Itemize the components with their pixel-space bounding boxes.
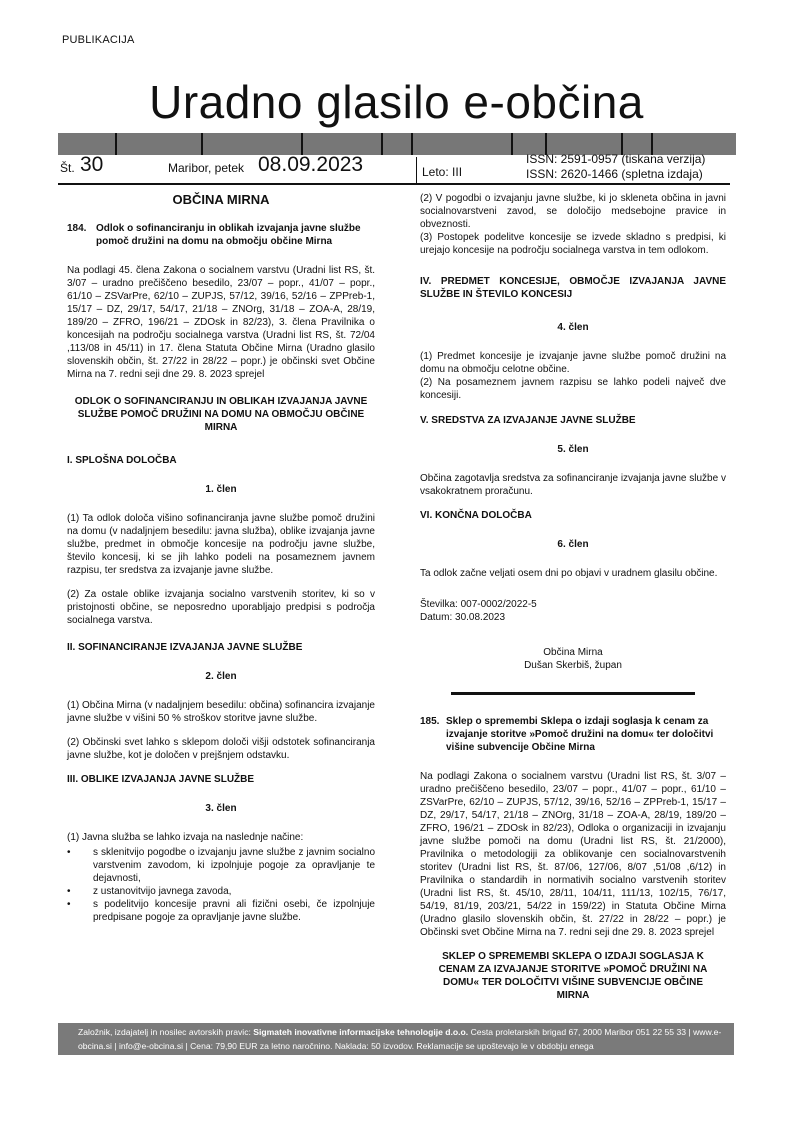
- signature-org: Občina Mirna: [543, 647, 603, 658]
- paragraph: (2) Občinski svet lahko s sklepom določi višji odstotek sofinanciranja javne službe, kot je določen v prejšnjem odstavku.: [67, 737, 375, 761]
- paragraph: Ta odlok začne veljati osem dni po objavi v uradnem glasilu občine.: [420, 568, 718, 579]
- paragraph: (1) Predmet koncesije je izvajanje javne službe pomoč družini na domu na območju celotne občine.: [420, 351, 726, 375]
- header-divider: [416, 157, 417, 185]
- issn-print: ISSN: 2591-0957 (tiskana verzija): [526, 152, 706, 166]
- footer-price-note: Cena: 79,90 EUR za letno naročnino. Naklada: 50 izvodov. Reklamacije se upoštevajo le v obdobju enega: [190, 1041, 594, 1051]
- issn-web: ISSN: 2620-1466 (spletna izdaja): [526, 167, 703, 181]
- section-heading: I. SPLOŠNA DOLOČBA: [67, 455, 177, 466]
- section-heading: II. SOFINANCIRANJE IZVAJANJA JAVNE SLUŽBE: [67, 642, 303, 653]
- issue-date: 08.09.2023: [258, 153, 364, 176]
- paragraph: Občina zagotavlja sredstva za sofinanciranje izvajanja javne službe v vsakokratnem proračunu.: [420, 473, 726, 497]
- issue-number: 30: [80, 153, 104, 176]
- act-184-title: [67, 222, 375, 248]
- act-number: 184.: [67, 223, 87, 234]
- footer-address: Cesta proletarskih brigad 67, 2000 Maribor 051 22 55 33: [470, 1027, 687, 1037]
- section-heading: IV. PREDMET KONCESIJE, OBMOČJE IZVAJANJA JAVNE SLUŽBE IN ŠTEVILO KONCESIJ: [420, 276, 726, 300]
- issue-place-day: Maribor, petek: [168, 161, 245, 175]
- article-heading: 2. člen: [205, 671, 237, 682]
- publication-label: PUBLIKACIJA: [62, 34, 135, 46]
- act-185-title: [420, 715, 726, 754]
- paragraph: (1) Občina Mirna (v nadaljnjem besedilu: občina) sofinancira izvajanje javne službe v višini 50 % stroškov storitve javne službe.: [67, 700, 375, 724]
- municipality-heading: OBČINA MIRNA: [172, 192, 270, 207]
- section-heading: VI. KONČNA DOLOČBA: [420, 510, 532, 521]
- rule-tick: [411, 133, 413, 155]
- list-item: • z ustanovitvijo javnega zavoda,: [67, 885, 375, 898]
- issue-prefix: Št.: [60, 161, 75, 175]
- paragraph: (2) Na posameznem javnem razpisu se lahko podeli največ dve koncesiji.: [420, 377, 726, 401]
- issue-year: Leto: III: [422, 165, 463, 179]
- footer-website-link[interactable]: www.e-obcina.si: [78, 1027, 722, 1051]
- header-underline: [58, 183, 730, 185]
- footer-email-link[interactable]: info@e-obcina.si: [118, 1041, 184, 1051]
- reference-date: Datum: 30.08.2023: [420, 612, 506, 623]
- article-heading: 6. člen: [557, 539, 589, 550]
- paragraph: (3) Postopek podelitve koncesije se izvede skladno s predpisi, ki urejajo koncesije na področju socialnega varstva in tem odlokom.: [420, 232, 726, 256]
- act-title-text: Sklep o spremembi Sklepa o izdaji soglasja k cenam za izvajanje storitve »Pomoč družini na domu« ter določitvi višine subvencije Občine Mirna: [446, 716, 714, 753]
- rule-tick: [511, 133, 513, 155]
- section-heading: V. SREDSTVA ZA IZVAJANJE JAVNE SLUŽBE: [420, 415, 636, 426]
- rule-tick: [301, 133, 303, 155]
- article-heading: 1. člen: [205, 484, 237, 495]
- act-title-text: Odlok o sofinanciranju in oblikah izvajanja javne službe pomoč družini na domu na območju občine Mirna: [96, 223, 361, 247]
- resolution-heading: SKLEP O SPREMEMBI SKLEPA O IZDAJI SOGLASJA K CENAM ZA IZVAJANJE STORITVE »POMOČ DRUŽINI NA DOMU« TER DOLOČITVI VIŠINE SUBVENCIJE OBČINE MIRNA: [438, 951, 708, 1001]
- article-heading: 3. člen: [205, 803, 237, 814]
- act-number: 185.: [420, 716, 440, 727]
- issue-info-row: [60, 152, 740, 185]
- article-heading: 5. člen: [557, 444, 589, 455]
- list-item: • s sklenitvijo pogodbe o izvajanju javne službe z javnim socialno varstvenim zavodom, ki izpolnjuje pogoje za opravljanje te dejavnosti,: [67, 846, 375, 885]
- footer-prefix: Založnik, izdajatelj in nosilec avtorskih pravic:: [78, 1027, 251, 1037]
- paragraph: (2) Za ostale oblike izvajanja socialno varstvenih storitev, ki so v pristojnosti občine, se neposredno uporabljajo predpisi s področja socialnega varstva.: [67, 589, 375, 626]
- paragraph: (1) Ta odlok določa višino sofinanciranja javne službe pomoč družini na domu (v nadaljnjem besedilu: javna služba), oblike izvajanja javne službe, predmet in območje koncesije na področju javne službe, število koncesij, ki se jih lahko podeli na posameznem javnem razpisu, ter sredstva za izvajanje javne službe.: [67, 513, 375, 576]
- section-heading: III. OBLIKE IZVAJANJA JAVNE SLUŽBE: [67, 774, 255, 785]
- article-heading: 4. člen: [557, 322, 589, 333]
- left-column: [67, 192, 375, 932]
- reference-number: Številka: 007-0002/2022-5: [420, 599, 537, 610]
- gazette-title: Uradno glasilo e-občina: [149, 76, 644, 128]
- act-preamble: Na podlagi 45. člena Zakona o socialnem varstvu (Uradni list RS, št. 3/07 – uradno prečiščeno besedilo, 23/07 – popr., 41/07 – popr., 61/10 – ZSVarPre, 62/10 – ZUPJS, 57/12, 39/16, 52/16 – ZPPreb-1, 15/17 – DZ, 29/17, 54/17, 21/18 – ZNOrg, 31/18 – ZOA-A, 28/19, 189/20 – ZFRO, 196/21 – ZDOsk in 82/23), 3. člena Pravilnika o koncesijah na področju socialnega varstva (Uradni list RS, št. 72/04 ,113/08 in 45/11) in 17. člena Statuta Občine Mirna (Uradno glasilo slovenskih občin, št. 27/22 in 28/22 – popr.) je občinski svet Občine Mirna na 7. redni seji dne 29. 8. 2023 sprejel: [67, 265, 375, 380]
- right-column: [420, 192, 726, 1002]
- rule-tick: [201, 133, 203, 155]
- list-item: • s podelitvijo koncesije pravni ali fizični osebi, če izpolnjuje predpisane pogoje za opravljanje javne službe.: [67, 898, 375, 924]
- paragraph: (1) Javna služba se lahko izvaja na naslednje načine:: [67, 832, 304, 843]
- section-separator: [451, 692, 695, 695]
- publisher-footer: Založnik, izdajatelj in nosilec avtorskih pravic: Sigmateh inovativne informacijske tehnologije d.o.o. Cesta proletarskih brigad 67, 2000 Maribor 051 22 55 33 | www.e-obcina.si | info@e-obcina.si | Cena: 79,90 EUR za letno naročnino. Naklada: 50 izvodov. Reklamacije se upoštevajo le v obdobju enega: [58, 1023, 734, 1055]
- signature-block: [420, 646, 726, 672]
- rule-tick: [115, 133, 117, 155]
- rule-tick: [381, 133, 383, 155]
- footer-company: Sigmateh inovativne informacijske tehnologije d.o.o.: [253, 1027, 469, 1037]
- bullet-list: [67, 846, 375, 924]
- decree-heading: ODLOK O SOFINANCIRANJU IN OBLIKAH IZVAJANJA JAVNE SLUŽBE POMOČ DRUŽINI NA DOMU NA OBMOČJU OBČINE MIRNA: [74, 396, 368, 433]
- paragraph: (2) V pogodbi o izvajanju javne službe, ki jo skleneta občina in javni socialnovarstveni zavod, se določijo medsebojne pravice in obveznosti.: [420, 193, 726, 230]
- act-preamble: Na podlagi Zakona o socialnem varstvu (Uradni list RS, št. 3/07 – uradno prečiščeno besedilo, 23/07 – popr., 41/07 – popr., 61/10 – ZSVarPre, 62/10 – ZUPJS, 57/12, 39/16, 52/16 – ZPPreb-1, 15/17 – DZ, 29/17, 54/17, 21/18 – ZNOrg, 31/18 – ZOA-A, 28/19, 189/20 – ZFRO, 196/21 – ZDOsk in 82/23), Odloka o organizaciji in izvajanju javne službe pomoči na domu (Uradni list RS, št. 21/2000), Pravilnika o metodologiji za oblikovanje cen socialnovarstvenih storitev (Uradni list RS, št. 87/06, 127/06, 8/07 ,51/08 ,6/12) in Pravilnika o standardih in normativih socialno varstvenih storitev (Uradni list RS, št. 45/10, 28/11, 104/11, 111/13, 102/15, 76/17, 54/19, 81/19, 203/21, 54/22 in 159/22) in Statuta Občine Mirna (Uradno glasilo slovenskih občin, št. 27/22 in 28/22 – popr.) je Občinski svet Občine Mirna na 7. redni seji dne 29. 8. 2023 sprejel: [420, 771, 726, 938]
- signature-name: Dušan Skerbiš, župan: [524, 660, 622, 671]
